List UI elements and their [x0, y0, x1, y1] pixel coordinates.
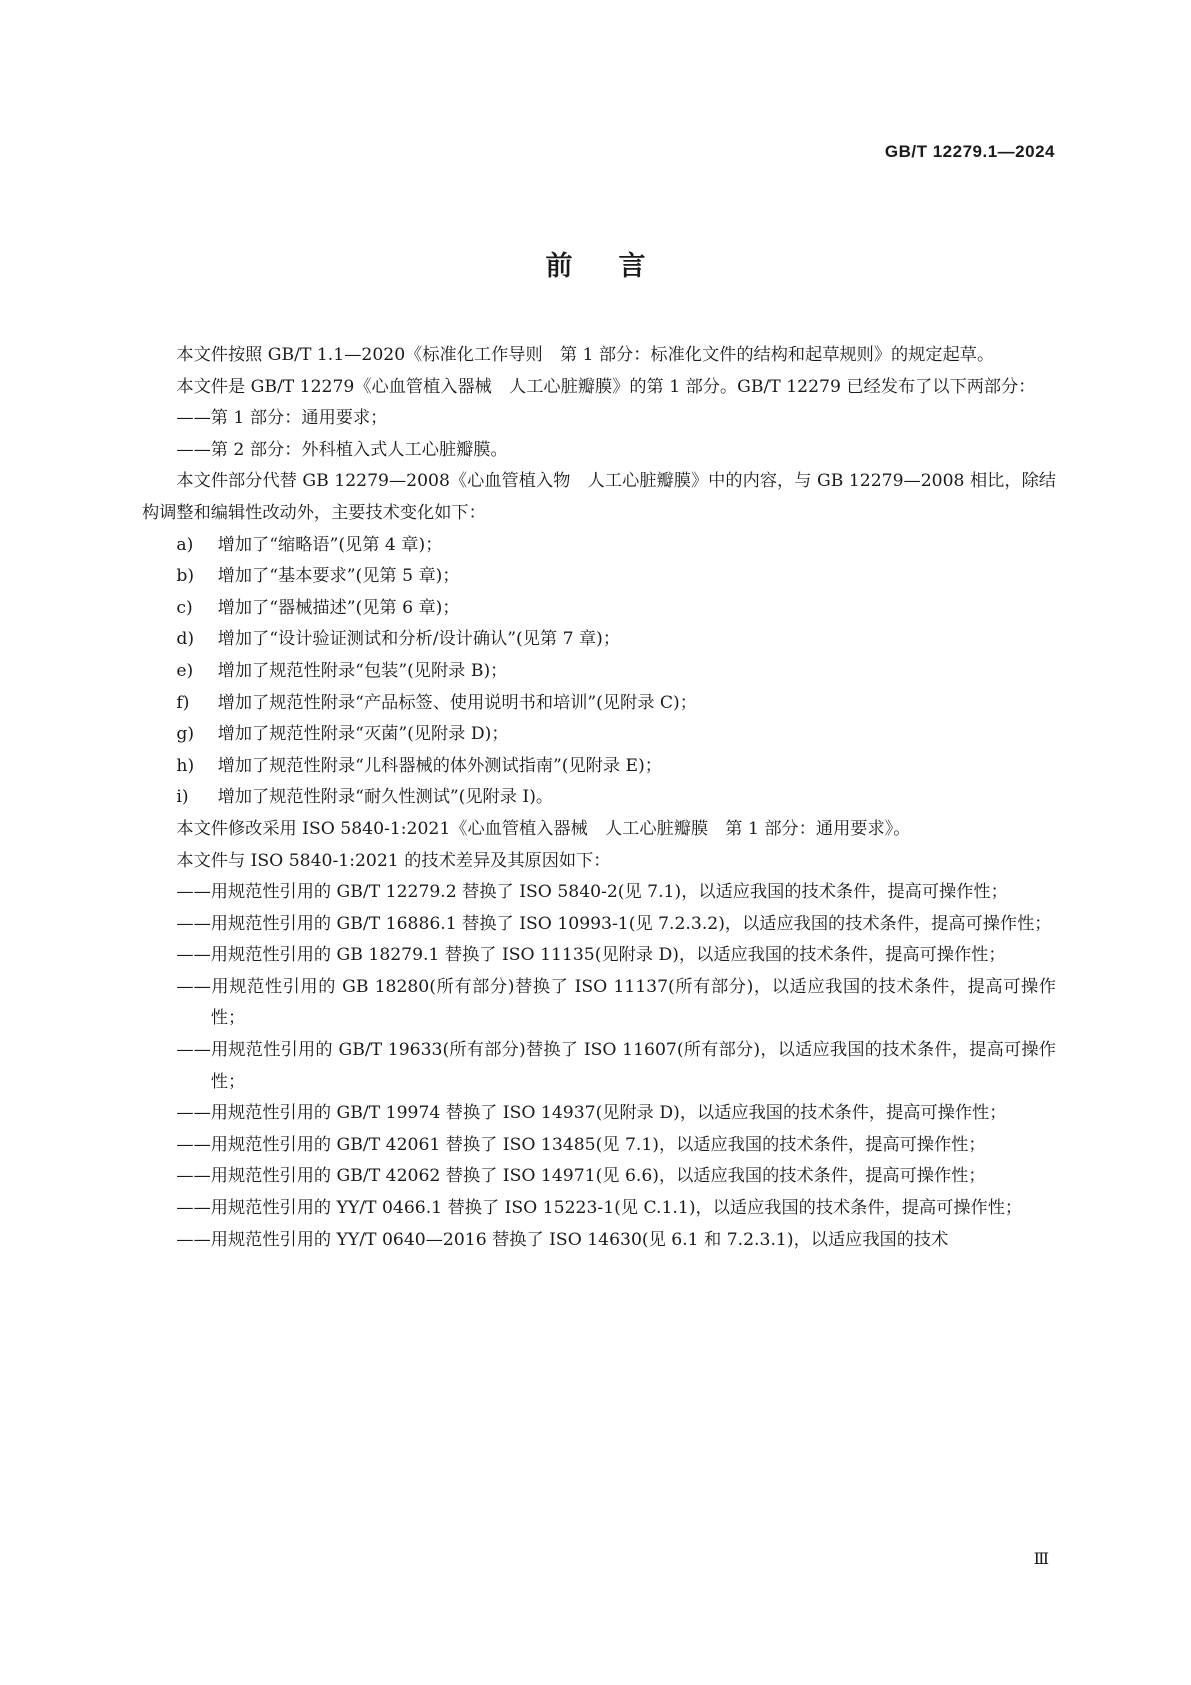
change-label: b) [176, 566, 195, 587]
difference-item: ——用规范性引用的 GB/T 42061 替换了 ISO 13485(见 7.1)，以适应我国的技术条件，提高可操作性； [176, 1134, 986, 1155]
replace-paragraph: 本文件部分代替 GB 12279—2008《心血管植入物 人工心脏瓣膜》中的内容，与 GB 12279—2008 相比，除结构调整和编辑性改动外，主要技术变化如下： [142, 471, 1056, 523]
part-item: ——第 2 部分：外科植入式人工心脏瓣膜。 [176, 439, 508, 460]
change-label: i) [176, 787, 189, 808]
change-item [142, 593, 1056, 625]
change-item [142, 688, 1056, 720]
difference-item: ——用规范性引用的 GB/T 16886.1 替换了 ISO 10993-1(见 7.2.3.2)，以适应我国的技术条件，提高可操作性； [176, 913, 1052, 934]
difference-item: ——用规范性引用的 YY/T 0466.1 替换了 ISO 15223-1(见 C.1.1)，以适应我国的技术条件，提高可操作性； [176, 1198, 1023, 1219]
change-label: f) [176, 692, 190, 713]
change-label: g) [176, 724, 195, 745]
change-label: h) [176, 755, 195, 776]
change-label: d) [176, 629, 195, 650]
change-text: 增加了“缩略语”(见第 4 章)； [217, 534, 443, 555]
difference-item: ——用规范性引用的 GB 18279.1 替换了 ISO 11135(见附录 D)，以适应我国的技术条件，提高可操作性； [176, 945, 1006, 966]
change-item [142, 624, 1056, 656]
difference-item: ——用规范性引用的 GB/T 42062 替换了 ISO 14971(见 6.6)，以适应我国的技术条件，提高可操作性； [176, 1166, 986, 1187]
change-text: 增加了“设计验证测试和分析/设计确认”(见第 7 章)； [217, 629, 621, 650]
difference-item: ——用规范性引用的 GB/T 19633(所有部分)替换了 ISO 11607(所有部分)，以适应我国的技术条件，提高可操作性； [176, 1040, 1056, 1092]
diff-intro-paragraph: 本文件与 ISO 5840-1:2021 的技术差异及其原因如下： [176, 850, 611, 871]
change-item [142, 561, 1056, 593]
intro-paragraph: 本文件按照 GB/T 1.1—2020《标准化工作导则 第 1 部分：标准化文件的结构和起草规则》的规定起草。 [176, 345, 995, 365]
change-item [142, 719, 1056, 751]
change-item [142, 656, 1056, 688]
change-item [142, 530, 1056, 562]
change-label: c) [176, 597, 193, 618]
change-text: 增加了“器械描述”(见第 6 章)； [217, 597, 460, 618]
document-code: GB/T 12279.1—2024 [884, 142, 1055, 161]
change-text: 增加了规范性附录“儿科器械的体外测试指南”(见附录 E)； [217, 755, 662, 776]
change-text: 增加了“基本要求”(见第 5 章)； [217, 566, 460, 587]
adopt-paragraph: 本文件修改采用 ISO 5840-1:2021《心血管植入器械 人工心脏瓣膜 第 1 部分：通用要求》。 [176, 818, 911, 839]
document-body [142, 340, 1056, 1256]
difference-item: ——用规范性引用的 GB/T 12279.2 替换了 ISO 5840-2(见 7.1)，以适应我国的技术条件，提高可操作性； [176, 882, 1008, 903]
change-text: 增加了规范性附录“灭菌”(见附录 D)； [217, 724, 509, 745]
change-label: a) [176, 534, 194, 555]
change-text: 增加了规范性附录“耐久性测试”(见附录 I)。 [217, 787, 554, 808]
difference-item: ——用规范性引用的 GB 18280(所有部分)替换了 ISO 11137(所有部分)，以适应我国的技术条件，提高可操作性； [176, 976, 1056, 1029]
change-text: 增加了规范性附录“产品标签、使用说明书和培训”(见附录 C)； [217, 692, 697, 713]
difference-item: ——用规范性引用的 YY/T 0640—2016 替换了 ISO 14630(见 6.1 和 7.2.3.1)，以适应我国的技术 [176, 1229, 949, 1250]
part-item: ——第 1 部分：通用要求； [176, 408, 388, 429]
page-number: Ⅲ [1033, 1549, 1049, 1568]
intro-paragraph: 本文件是 GB/T 12279《心血管植入器械 人工心脏瓣膜》的第 1 部分。GB/T 12279 已经发布了以下两部分： [176, 376, 1036, 397]
difference-item: ——用规范性引用的 GB/T 19974 替换了 ISO 14937(见附录 D)，以适应我国的技术条件，提高可操作性； [176, 1103, 1007, 1124]
change-item [142, 782, 1056, 814]
page-title: 前言 [545, 251, 692, 282]
change-label: e) [176, 660, 194, 681]
change-text: 增加了规范性附录“包装”(见附录 B)； [217, 660, 508, 681]
change-item [142, 751, 1056, 783]
